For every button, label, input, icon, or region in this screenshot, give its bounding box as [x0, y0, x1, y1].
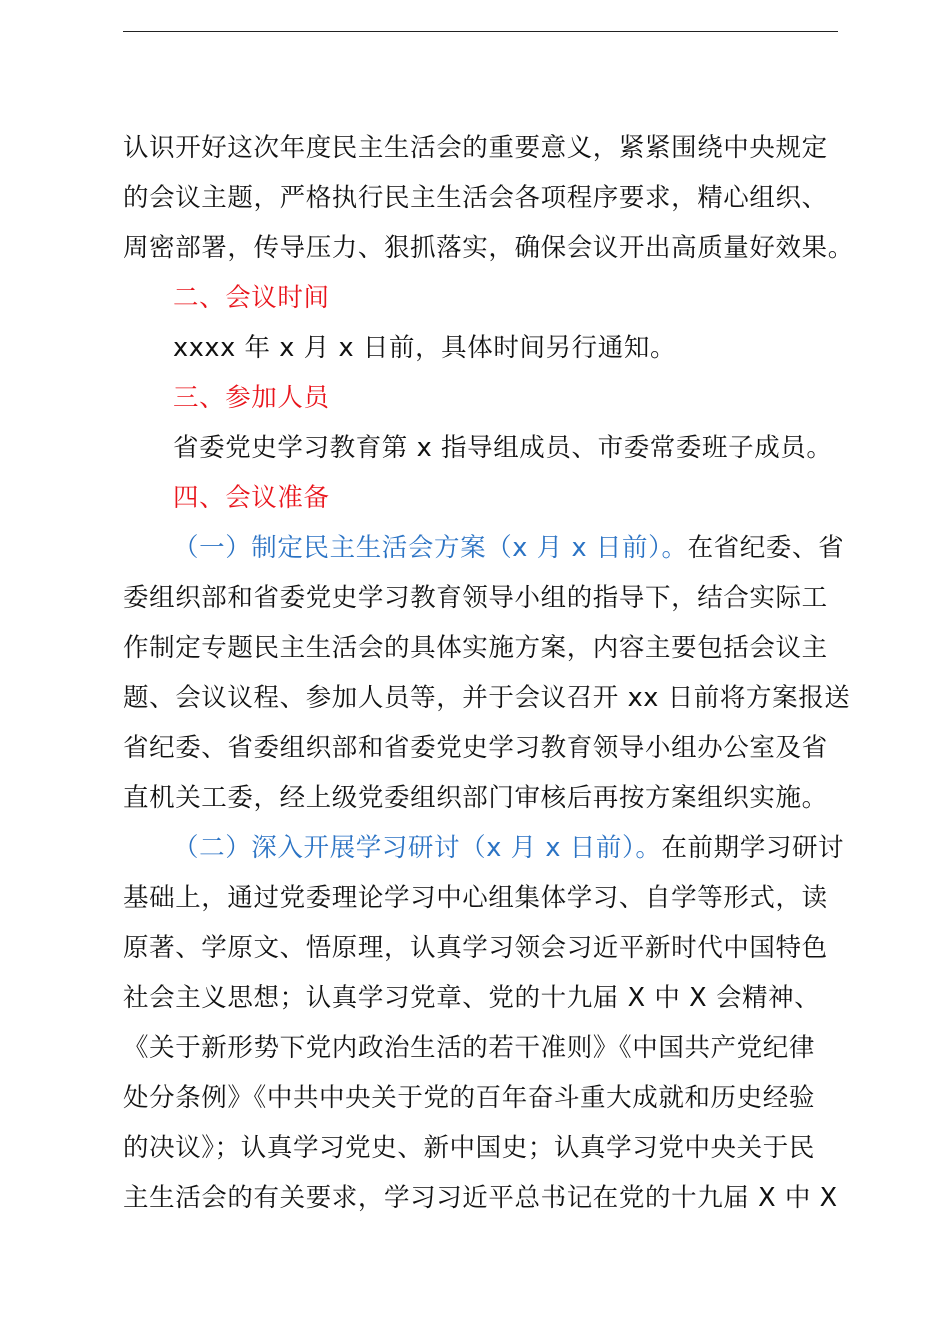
paragraph-line: 原著、学原文、悟原理，认真学习领会习近平新时代中国特色 — [123, 933, 828, 963]
subsection-2-title: （二）深入开展学习研讨（x 月 x 日前）。 — [173, 833, 662, 863]
paragraph-line: 处分条例》《中共中央关于党的百年奋斗重大成就和历史经验 — [123, 1083, 815, 1113]
paragraph-line: 委组织部和省委党史学习教育领导小组的指导下，结合实际工 — [123, 583, 828, 613]
attendees-text: 省委党史学习教育第 x 指导组成员、市委常委班子成员。 — [173, 433, 833, 463]
paragraph-line: 基础上，通过党委理论学习中心组集体学习、自学等形式，读 — [123, 883, 828, 913]
paragraph-line: 的会议主题，严格执行民主生活会各项程序要求，精心组织、 — [123, 183, 828, 213]
paragraph-line: 社会主义思想；认真学习党章、党的十九届 X 中 X 会精神、 — [123, 983, 821, 1013]
subsection-1-title: （一）制定民主生活会方案（x 月 x 日前）。 — [173, 533, 688, 563]
paragraph-line: 题、会议议程、参加人员等，并于会议召开 xx 日前将方案报送 — [123, 683, 851, 713]
section-heading-preparation: 四、会议准备 — [173, 483, 330, 513]
paragraph-line: 《关于新形势下党内政治生活的若干准则》《中国共产党纪律 — [123, 1033, 815, 1063]
paragraph-line: 的决议》；认真学习党史、新中国史；认真学习党中央关于民 — [123, 1133, 815, 1163]
meeting-time-text: xxxx 年 x 月 x 日前，具体时间另行通知。 — [173, 333, 677, 363]
section-heading-attendees: 三、参加人员 — [173, 383, 330, 413]
section-heading-meeting-time: 二、会议时间 — [173, 283, 330, 313]
paragraph-line: 主生活会的有关要求，学习习近平总书记在党的十九届 X 中 X — [123, 1183, 838, 1213]
subsection-1-text: 在省纪委、省 — [687, 533, 845, 563]
paragraph-line: 作制定专题民主生活会的具体实施方案，内容主要包括会议主 — [123, 633, 828, 663]
paragraph-line: 周密部署，传导压力、狠抓落实，确保会议开出高质量好效果。 — [123, 233, 854, 263]
subsection-2-text: 在前期学习研讨 — [661, 833, 845, 863]
subsection-1-first-line — [173, 531, 845, 565]
paragraph-line: 省纪委、省委组织部和省委党史学习教育领导小组办公室及省 — [123, 733, 828, 763]
subsection-2-first-line — [173, 831, 845, 865]
header-rule — [123, 31, 838, 32]
paragraph-line: 直机关工委，经上级党委组织部门审核后再按方案组织实施。 — [123, 783, 828, 813]
paragraph-line: 认识开好这次年度民主生活会的重要意义，紧紧围绕中央规定 — [123, 133, 828, 163]
